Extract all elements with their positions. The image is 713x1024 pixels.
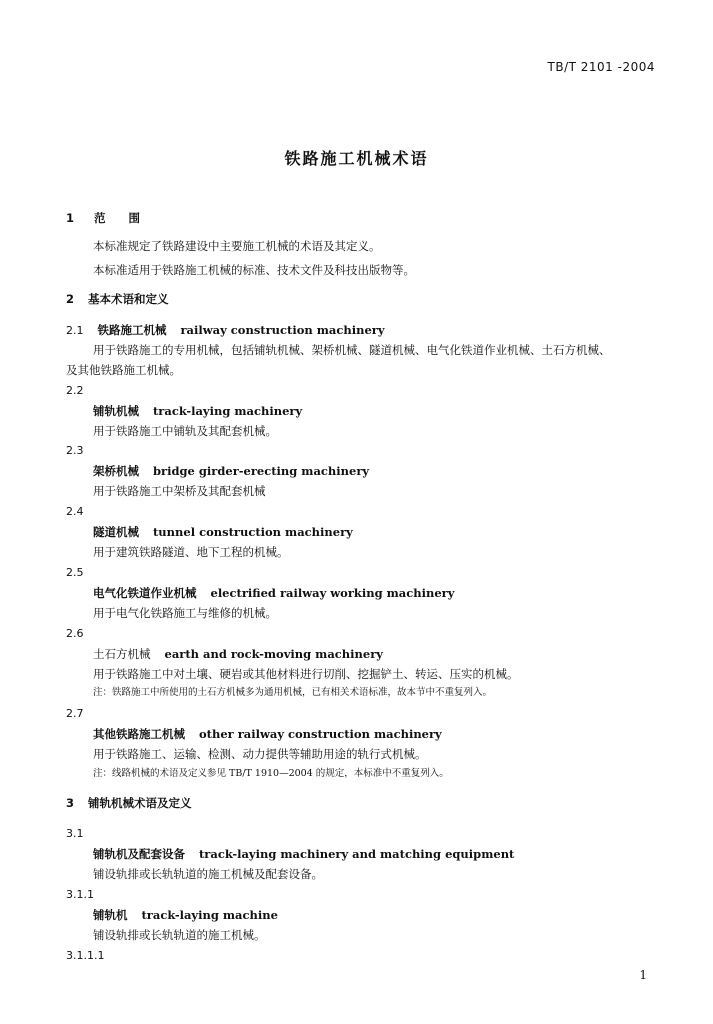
term-chinese: 铺轨机: [93, 908, 128, 922]
page-number: 1: [639, 968, 647, 982]
section-1-paragraph-1: 本标准规定了铁路建设中主要施工机械的术语及其定义。: [93, 239, 381, 253]
term-english: earth and rock-moving machinery: [164, 647, 383, 661]
term-3-1-definition: 铺设轨排或长轨轨道的施工机械及配套设备。: [93, 867, 323, 881]
section-1-heading: [66, 210, 140, 226]
term-3-1-1-heading: [93, 907, 278, 923]
section-2-number: 2: [66, 292, 75, 306]
section-2-title: 基本术语和定义: [88, 292, 169, 306]
term-chinese: 架桥机械: [93, 464, 139, 478]
term-2-1-heading: [66, 322, 385, 339]
term-2-7-note: 注：线路机械的术语及定义参见 TB/T 1910—2004 的规定，本标准中不重复列入。: [93, 768, 449, 779]
term-2-6-heading: [93, 646, 383, 662]
term-2-2-definition: 用于铁路施工中铺轨及其配套机械。: [93, 424, 277, 438]
term-2-5-definition: 用于电气化铁路施工与维修的机械。: [93, 606, 277, 620]
term-chinese: 电气化铁道作业机械: [93, 586, 197, 600]
term-3-1-1-1-number: 3.1.1.1: [66, 949, 105, 962]
term-2-5-number: 2.5: [66, 566, 84, 579]
term-3-1-heading: [93, 846, 514, 862]
section-3-title: 铺轨机械术语及定义: [88, 796, 192, 810]
term-2-5-heading: [93, 585, 454, 601]
term-2-4-number: 2.4: [66, 505, 84, 518]
term-2-2-number: 2.2: [66, 384, 84, 397]
term-2-3-definition: 用于铁路施工中架桥及其配套机械: [93, 484, 266, 498]
term-english: electrified railway working machinery: [210, 586, 455, 600]
term-2-4-definition: 用于建筑铁路隧道、地下工程的机械。: [93, 545, 289, 559]
term-english: bridge girder-erecting machinery: [153, 464, 370, 478]
term-2-6-note: 注：铁路施工中所使用的土石方机械多为通用机械，已有相关术语标准，故本节中不重复列入。: [93, 687, 493, 698]
term-chinese: 铺轨机及配套设备: [93, 847, 185, 861]
term-english: tunnel construction machinery: [153, 525, 353, 539]
term-2-7-number: 2.7: [66, 707, 84, 720]
term-2-6-definition: 用于铁路施工中对土壤、硬岩或其他材料进行切削、挖掘铲土、转运、压实的机械。: [93, 667, 519, 681]
term-2-1-definition-line-1: 用于铁路施工的专用机械，包括铺轨机械、架桥机械、隧道机械、电气化铁道作业机械、土石方机械、: [93, 343, 611, 357]
term-3-1-number: 3.1: [66, 827, 84, 840]
section-3-heading: [66, 795, 192, 811]
term-2-6-number: 2.6: [66, 627, 84, 640]
term-2-3-number: 2.3: [66, 444, 84, 457]
term-2-7-definition: 用于铁路施工、运输、检测、动力提供等辅助用途的轨行式机械。: [93, 747, 427, 761]
term-2-7-heading: [93, 726, 442, 742]
term-3-1-1-definition: 铺设轨排或长轨轨道的施工机械。: [93, 928, 266, 942]
term-2-4-heading: [93, 524, 353, 540]
section-1-number: 1: [66, 211, 75, 225]
term-chinese: 铁路施工机械: [97, 323, 167, 337]
section-1-title: 范 围: [94, 211, 141, 225]
term-2-2-heading: [93, 403, 302, 419]
term-chinese: 铺轨机械: [93, 404, 139, 418]
term-english: other railway construction machinery: [199, 727, 442, 741]
term-chinese: 隧道机械: [93, 525, 139, 539]
document-title: 铁路施工机械术语: [284, 149, 429, 168]
term-english: railway construction machinery: [180, 323, 385, 337]
term-2-1-definition-line-2: 及其他铁路施工机械。: [66, 363, 181, 377]
section-2-heading: [66, 291, 169, 307]
term-english: track-laying machinery and matching equipment: [199, 847, 515, 861]
standard-code: TB/T 2101 -2004: [547, 60, 655, 74]
term-3-1-1-number: 3.1.1: [66, 888, 94, 901]
term-english: track-laying machinery: [153, 404, 303, 418]
term-2-3-heading: [93, 463, 369, 479]
section-1-paragraph-2: 本标准适用于铁路施工机械的标准、技术文件及科技出版物等。: [93, 263, 415, 277]
term-chinese: 土石方机械: [93, 647, 151, 661]
section-3-number: 3: [66, 796, 75, 810]
term-number: 2.1: [66, 324, 84, 337]
term-english: track-laying machine: [141, 908, 278, 922]
term-chinese: 其他铁路施工机械: [93, 727, 185, 741]
